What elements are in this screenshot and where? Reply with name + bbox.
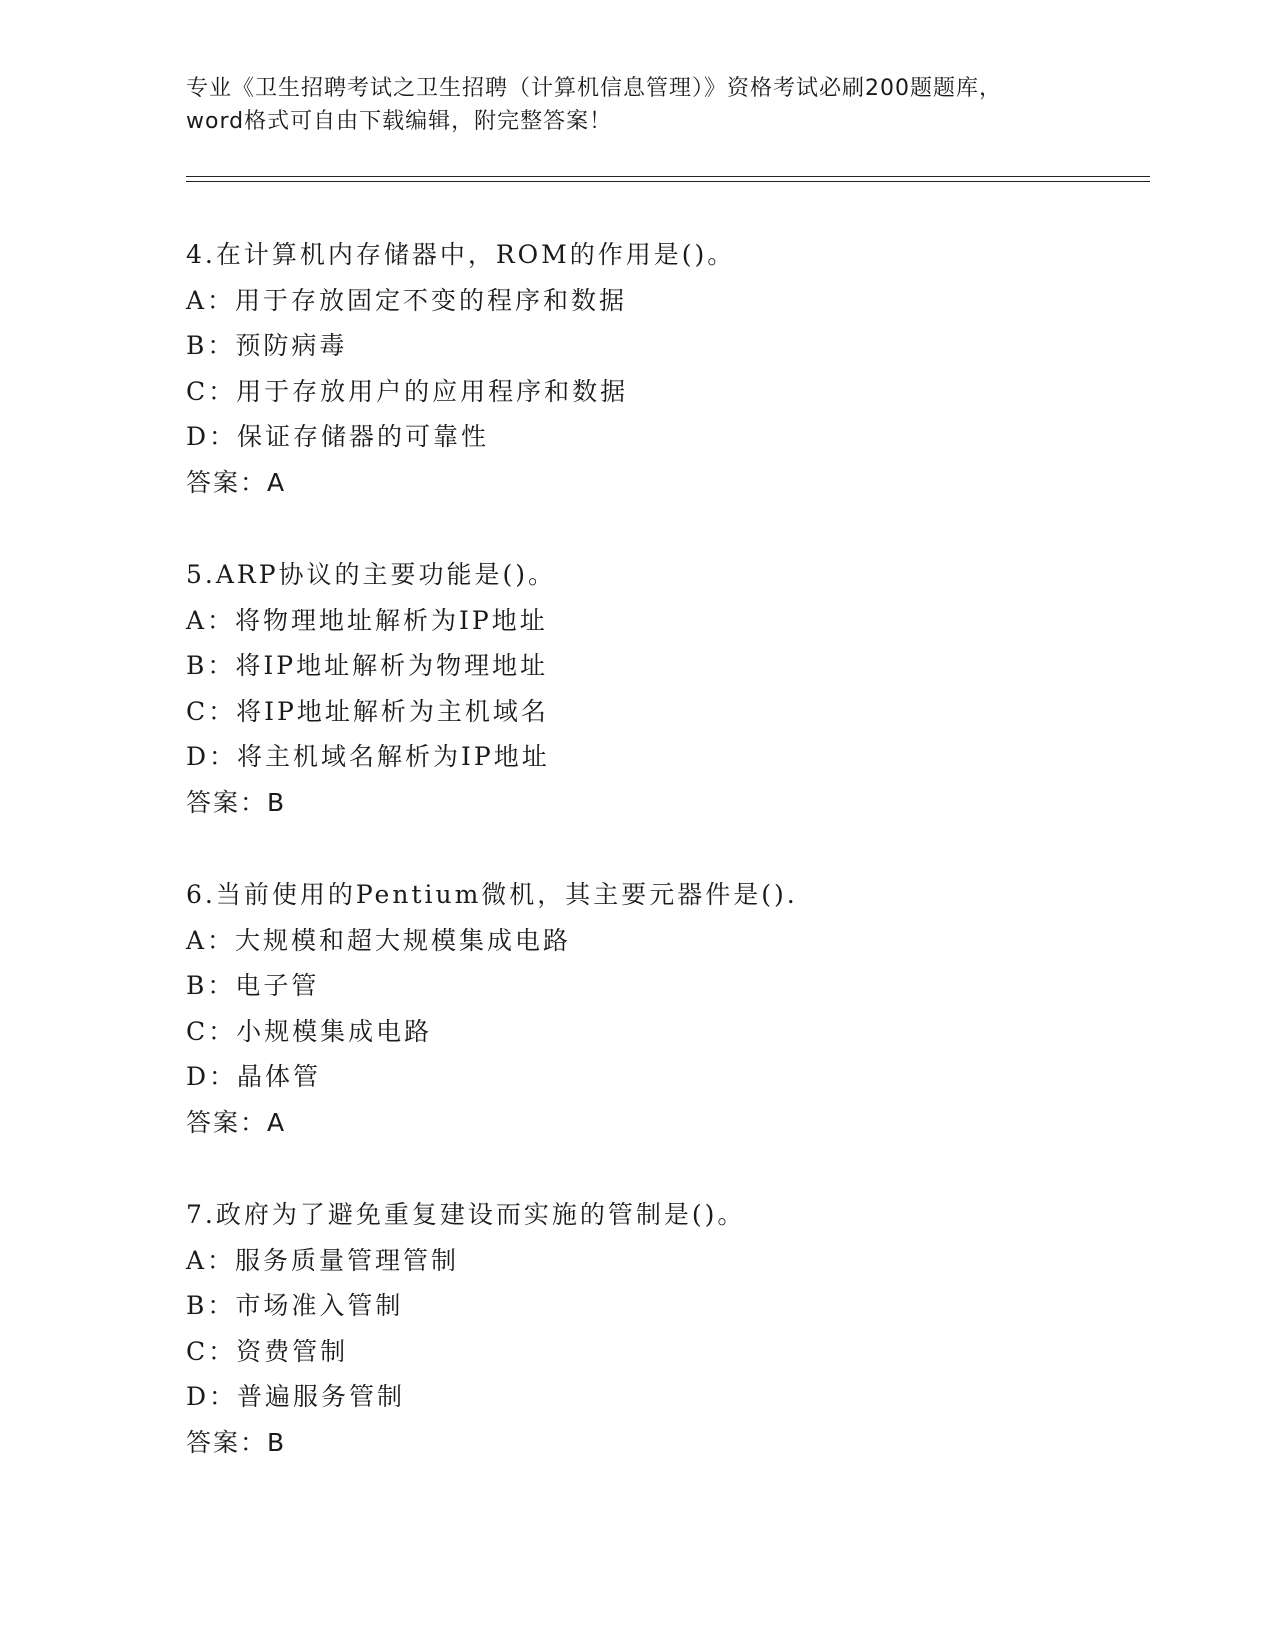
question-stem: 4.在计算机内存储器中，ROM的作用是()。 bbox=[186, 240, 736, 269]
option-d: D：晶体管 bbox=[186, 1062, 322, 1091]
header-divider-top bbox=[186, 176, 1150, 177]
option-a: A：用于存放固定不变的程序和数据 bbox=[186, 285, 628, 315]
option-c: C：小规模集成电路 bbox=[186, 1016, 433, 1046]
question-stem: 5.ARP协议的主要功能是()。 bbox=[186, 560, 557, 589]
answer-line: 答案：B bbox=[186, 1427, 287, 1457]
header-divider-bottom bbox=[186, 181, 1150, 182]
option-d: D：将主机域名解析为IP地址 bbox=[186, 742, 550, 771]
question-stem: 7.政府为了避免重复建设而实施的管制是()。 bbox=[186, 1200, 746, 1229]
question-block bbox=[186, 872, 1146, 1145]
question-block bbox=[186, 1192, 1146, 1465]
option-d: D：保证存储器的可靠性 bbox=[186, 422, 490, 451]
option-c: C：用于存放用户的应用程序和数据 bbox=[186, 376, 629, 406]
option-a: A：大规模和超大规模集成电路 bbox=[186, 925, 572, 955]
option-b: B：市场准入管制 bbox=[186, 1291, 404, 1320]
header-title-line-1: 专业《卫生招聘考试之卫生招聘（计算机信息管理）》资格考试必刷200题题库， bbox=[186, 76, 1002, 101]
option-b: B：将IP地址解析为物理地址 bbox=[186, 651, 549, 680]
question-block bbox=[186, 552, 1146, 825]
option-d: D：普遍服务管制 bbox=[186, 1382, 406, 1411]
option-a: A：服务质量管理管制 bbox=[186, 1245, 460, 1275]
option-a: A：将物理地址解析为IP地址 bbox=[186, 605, 548, 635]
option-b: B：预防病毒 bbox=[186, 331, 348, 360]
answer-line: 答案：B bbox=[186, 787, 287, 817]
question-block bbox=[186, 232, 1146, 505]
question-stem: 6.当前使用的Pentium微机，其主要元器件是(). bbox=[186, 880, 798, 909]
option-b: B：电子管 bbox=[186, 971, 320, 1000]
answer-line: 答案：A bbox=[186, 1107, 287, 1137]
document-header bbox=[186, 72, 1086, 138]
header-title-line-2: word格式可自由下载编辑，附完整答案！ bbox=[186, 109, 613, 134]
answer-line: 答案：A bbox=[186, 467, 287, 497]
option-c: C：资费管制 bbox=[186, 1336, 349, 1366]
option-c: C：将IP地址解析为主机域名 bbox=[186, 696, 549, 726]
